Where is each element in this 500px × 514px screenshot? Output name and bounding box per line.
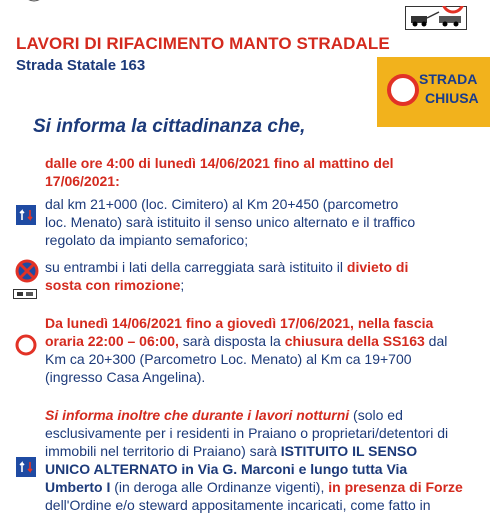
item4-line-3	[45, 442, 417, 460]
item4-line-5	[45, 478, 463, 496]
intro-text: Si informa la cittadinanza che,	[33, 116, 306, 137]
item1-line-3: regolato da impianto semaforico;	[45, 232, 249, 248]
item1-line-2: loc. Menato) sarà istituito il senso unico alternato e il traffico	[45, 214, 416, 230]
item4-line-2: esclusivamente per i residenti in Praiano o proprietari/detentori di	[45, 425, 449, 441]
item3-hours: oraria 22:00 – 06:00,	[45, 333, 179, 349]
no-entry-icon	[387, 74, 419, 106]
road-name: Strada Statale 163	[16, 57, 146, 74]
item4-one-way-a: ISTITUITO IL SENSO	[280, 443, 418, 459]
two-way-traffic-icon	[16, 457, 36, 482]
item3-line-1: Da lunedì 14/06/2021 fino a giovedì 17/06/2021, nella fascia	[45, 315, 434, 331]
item2-line-1	[45, 258, 408, 276]
item3-line-4: (ingresso Casa Angelina).	[45, 369, 206, 385]
item3-line-2	[45, 332, 447, 350]
badge-line-2: CHIUSA	[425, 90, 479, 106]
period-line-2: 17/06/2021:	[45, 173, 120, 189]
tow-truck-icon	[405, 6, 465, 28]
item4-line-4: UNICO ALTERNATO in Via G. Marconi e lungo tutta Via	[45, 461, 408, 477]
item3-line-3: Km ca 20+300 (Parcometro Loc. Menato) al Km ca 19+700	[45, 351, 412, 367]
item4-line-1	[45, 406, 403, 424]
item2-text-a: su entrambi i lati della carreggiata sarà istituito il	[45, 259, 347, 275]
item4-line-6: dell'Ordine e/o steward appositamente incaricati, come fatto in	[45, 497, 431, 513]
item4-text-b: (solo ed	[349, 407, 403, 423]
item4-street: Umberto I	[45, 479, 111, 495]
item3-text-a: sarà disposta la	[178, 333, 285, 349]
item2-no-parking-a: divieto di	[346, 259, 409, 275]
badge-line-1: STRADA	[419, 71, 478, 87]
closed-road-icon	[15, 334, 37, 361]
crest-icon	[20, 0, 48, 8]
item4-text-5b: (in deroga alle Ordinanze vigenti),	[110, 479, 329, 495]
road-closed-badge	[377, 57, 490, 127]
item3-closure: chiusura della SS163	[284, 333, 425, 349]
item1-line-1: dal km 21+000 (loc. Cimitero) al Km 20+450 (parcometro	[45, 196, 399, 212]
item4-text-3a: immobili nel territorio di Praiano) sarà	[45, 443, 281, 459]
item4-notice: Si informa inoltre che durante i lavori notturni	[45, 407, 350, 423]
period-line-1: dalle ore 4:00 di lunedì 14/06/2021 fino al mattino del	[45, 155, 394, 171]
item4-forces: in presenza di Forze	[328, 479, 463, 495]
item2-line-2	[45, 276, 184, 294]
item3-text-c: dal	[424, 333, 448, 349]
no-parking-icon	[15, 259, 39, 288]
tow-car-icon	[13, 286, 37, 304]
item2-no-parking-b: sosta con rimozione	[45, 277, 181, 293]
item2-end: ;	[180, 277, 185, 293]
two-way-traffic-icon	[16, 205, 36, 230]
page-title: LAVORI DI RIFACIMENTO MANTO STRADALE	[16, 34, 390, 53]
